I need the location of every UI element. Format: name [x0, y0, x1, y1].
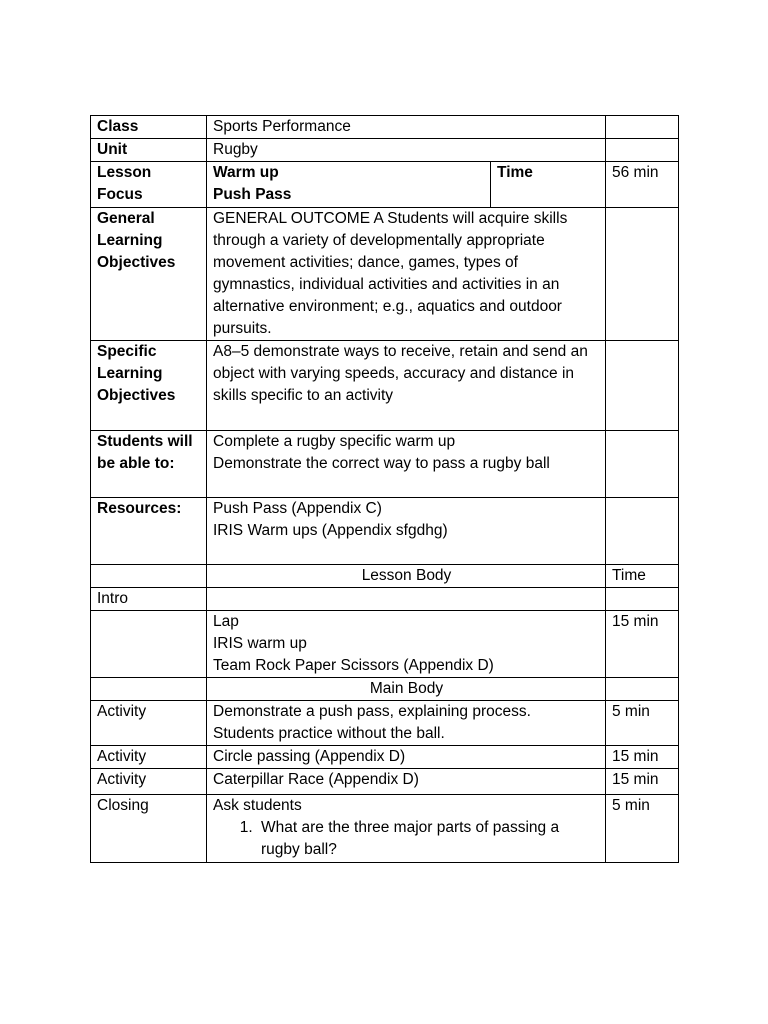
closing-question-list [213, 817, 600, 861]
closing-time: 5 min [606, 795, 679, 863]
time-value: 56 min [606, 162, 679, 208]
empty-cell [606, 588, 679, 611]
empty-cell [606, 678, 679, 701]
empty-cell [91, 565, 207, 588]
unit-label: Unit [91, 139, 207, 162]
resources-text [207, 498, 606, 565]
resources-row [91, 498, 679, 565]
time-label: Time [491, 162, 606, 208]
activity-description: Circle passing (Appendix D) [207, 746, 606, 769]
class-value: Sports Performance [207, 116, 606, 139]
empty-cell [91, 611, 207, 678]
empty-cell [606, 139, 679, 162]
activity-label: Activity [91, 746, 207, 769]
label-line: Students will [97, 433, 193, 450]
lesson-focus-label: Lesson Focus [91, 162, 207, 208]
closing-row [91, 795, 679, 863]
lesson-body-header-row [91, 565, 679, 588]
lesson-plan-table [90, 115, 679, 863]
closing-label: Closing [91, 795, 207, 863]
empty-cell [91, 678, 207, 701]
class-row [91, 116, 679, 139]
label-line: Objectives [97, 387, 176, 404]
lesson-focus-row [91, 162, 679, 208]
intro-time: 15 min [606, 611, 679, 678]
empty-cell [207, 588, 606, 611]
activity-row [91, 769, 679, 795]
label-line: be able to: [97, 455, 175, 472]
able-line: Demonstrate the correct way to pass a rugby ball [213, 455, 550, 472]
general-objectives-text: GENERAL OUTCOME A Students will acquire skills through a variety of developmentally appropriate movement activities; dance, games, types of gymnastics, individual activities and activities in an alternative environment; e.g., aquatics and outdoor pursuits. [207, 208, 606, 341]
label-line: Specific [97, 343, 157, 360]
empty-cell [606, 341, 679, 431]
unit-row [91, 139, 679, 162]
intro-line: Team Rock Paper Scissors (Appendix D) [213, 657, 494, 674]
able-line: Complete a rugby specific warm up [213, 433, 456, 450]
general-objectives-label [91, 208, 207, 341]
closing-intro: Ask students [213, 797, 302, 814]
resource-line: IRIS Warm ups (Appendix sfgdhg) [213, 522, 448, 539]
students-able-text [207, 431, 606, 498]
class-label: Class [91, 116, 207, 139]
specific-objectives-label [91, 341, 207, 431]
empty-cell [606, 116, 679, 139]
specific-objectives-row [91, 341, 679, 431]
activity-time: 15 min [606, 746, 679, 769]
activity-row [91, 746, 679, 769]
closing-question: 1. What are the three major parts of passing a rugby ball? [257, 817, 600, 861]
intro-row [91, 588, 679, 611]
resource-line: Push Pass (Appendix C) [213, 500, 382, 517]
main-body-heading: Main Body [207, 678, 606, 701]
label-line: Objectives [97, 254, 176, 271]
resources-label: Resources: [91, 498, 207, 565]
activity-time: 15 min [606, 769, 679, 795]
time-column-heading: Time [606, 565, 679, 588]
main-body-header-row [91, 678, 679, 701]
label-line: General [97, 210, 155, 227]
activity-label: Activity [91, 769, 207, 795]
activity-line: Students practice without the ball. [213, 725, 445, 742]
general-objectives-row [91, 208, 679, 341]
lesson-focus-value [207, 162, 491, 208]
students-able-label [91, 431, 207, 498]
label-line: Learning [97, 232, 163, 249]
label-line: Learning [97, 365, 163, 382]
activity-description [207, 701, 606, 746]
activity-time: 5 min [606, 701, 679, 746]
activity-description: Caterpillar Race (Appendix D) [207, 769, 606, 795]
unit-value: Rugby [207, 139, 606, 162]
intro-line: IRIS warm up [213, 635, 307, 652]
lesson-body-heading: Lesson Body [207, 565, 606, 588]
intro-label: Intro [91, 588, 207, 611]
closing-content [207, 795, 606, 863]
intro-activities-row [91, 611, 679, 678]
specific-objectives-text: A8–5 demonstrate ways to receive, retain and send an object with varying speeds, accuracy and distance in skills specific to an activity [207, 341, 606, 431]
empty-cell [606, 208, 679, 341]
students-able-row [91, 431, 679, 498]
empty-cell [606, 498, 679, 565]
intro-line: Lap [213, 613, 239, 630]
activity-label: Activity [91, 701, 207, 746]
lesson-focus-line: Push Pass [213, 186, 292, 203]
activity-row [91, 701, 679, 746]
lesson-focus-line: Warm up [213, 164, 279, 181]
empty-cell [606, 431, 679, 498]
intro-activities [207, 611, 606, 678]
activity-line: Demonstrate a push pass, explaining process. [213, 703, 531, 720]
